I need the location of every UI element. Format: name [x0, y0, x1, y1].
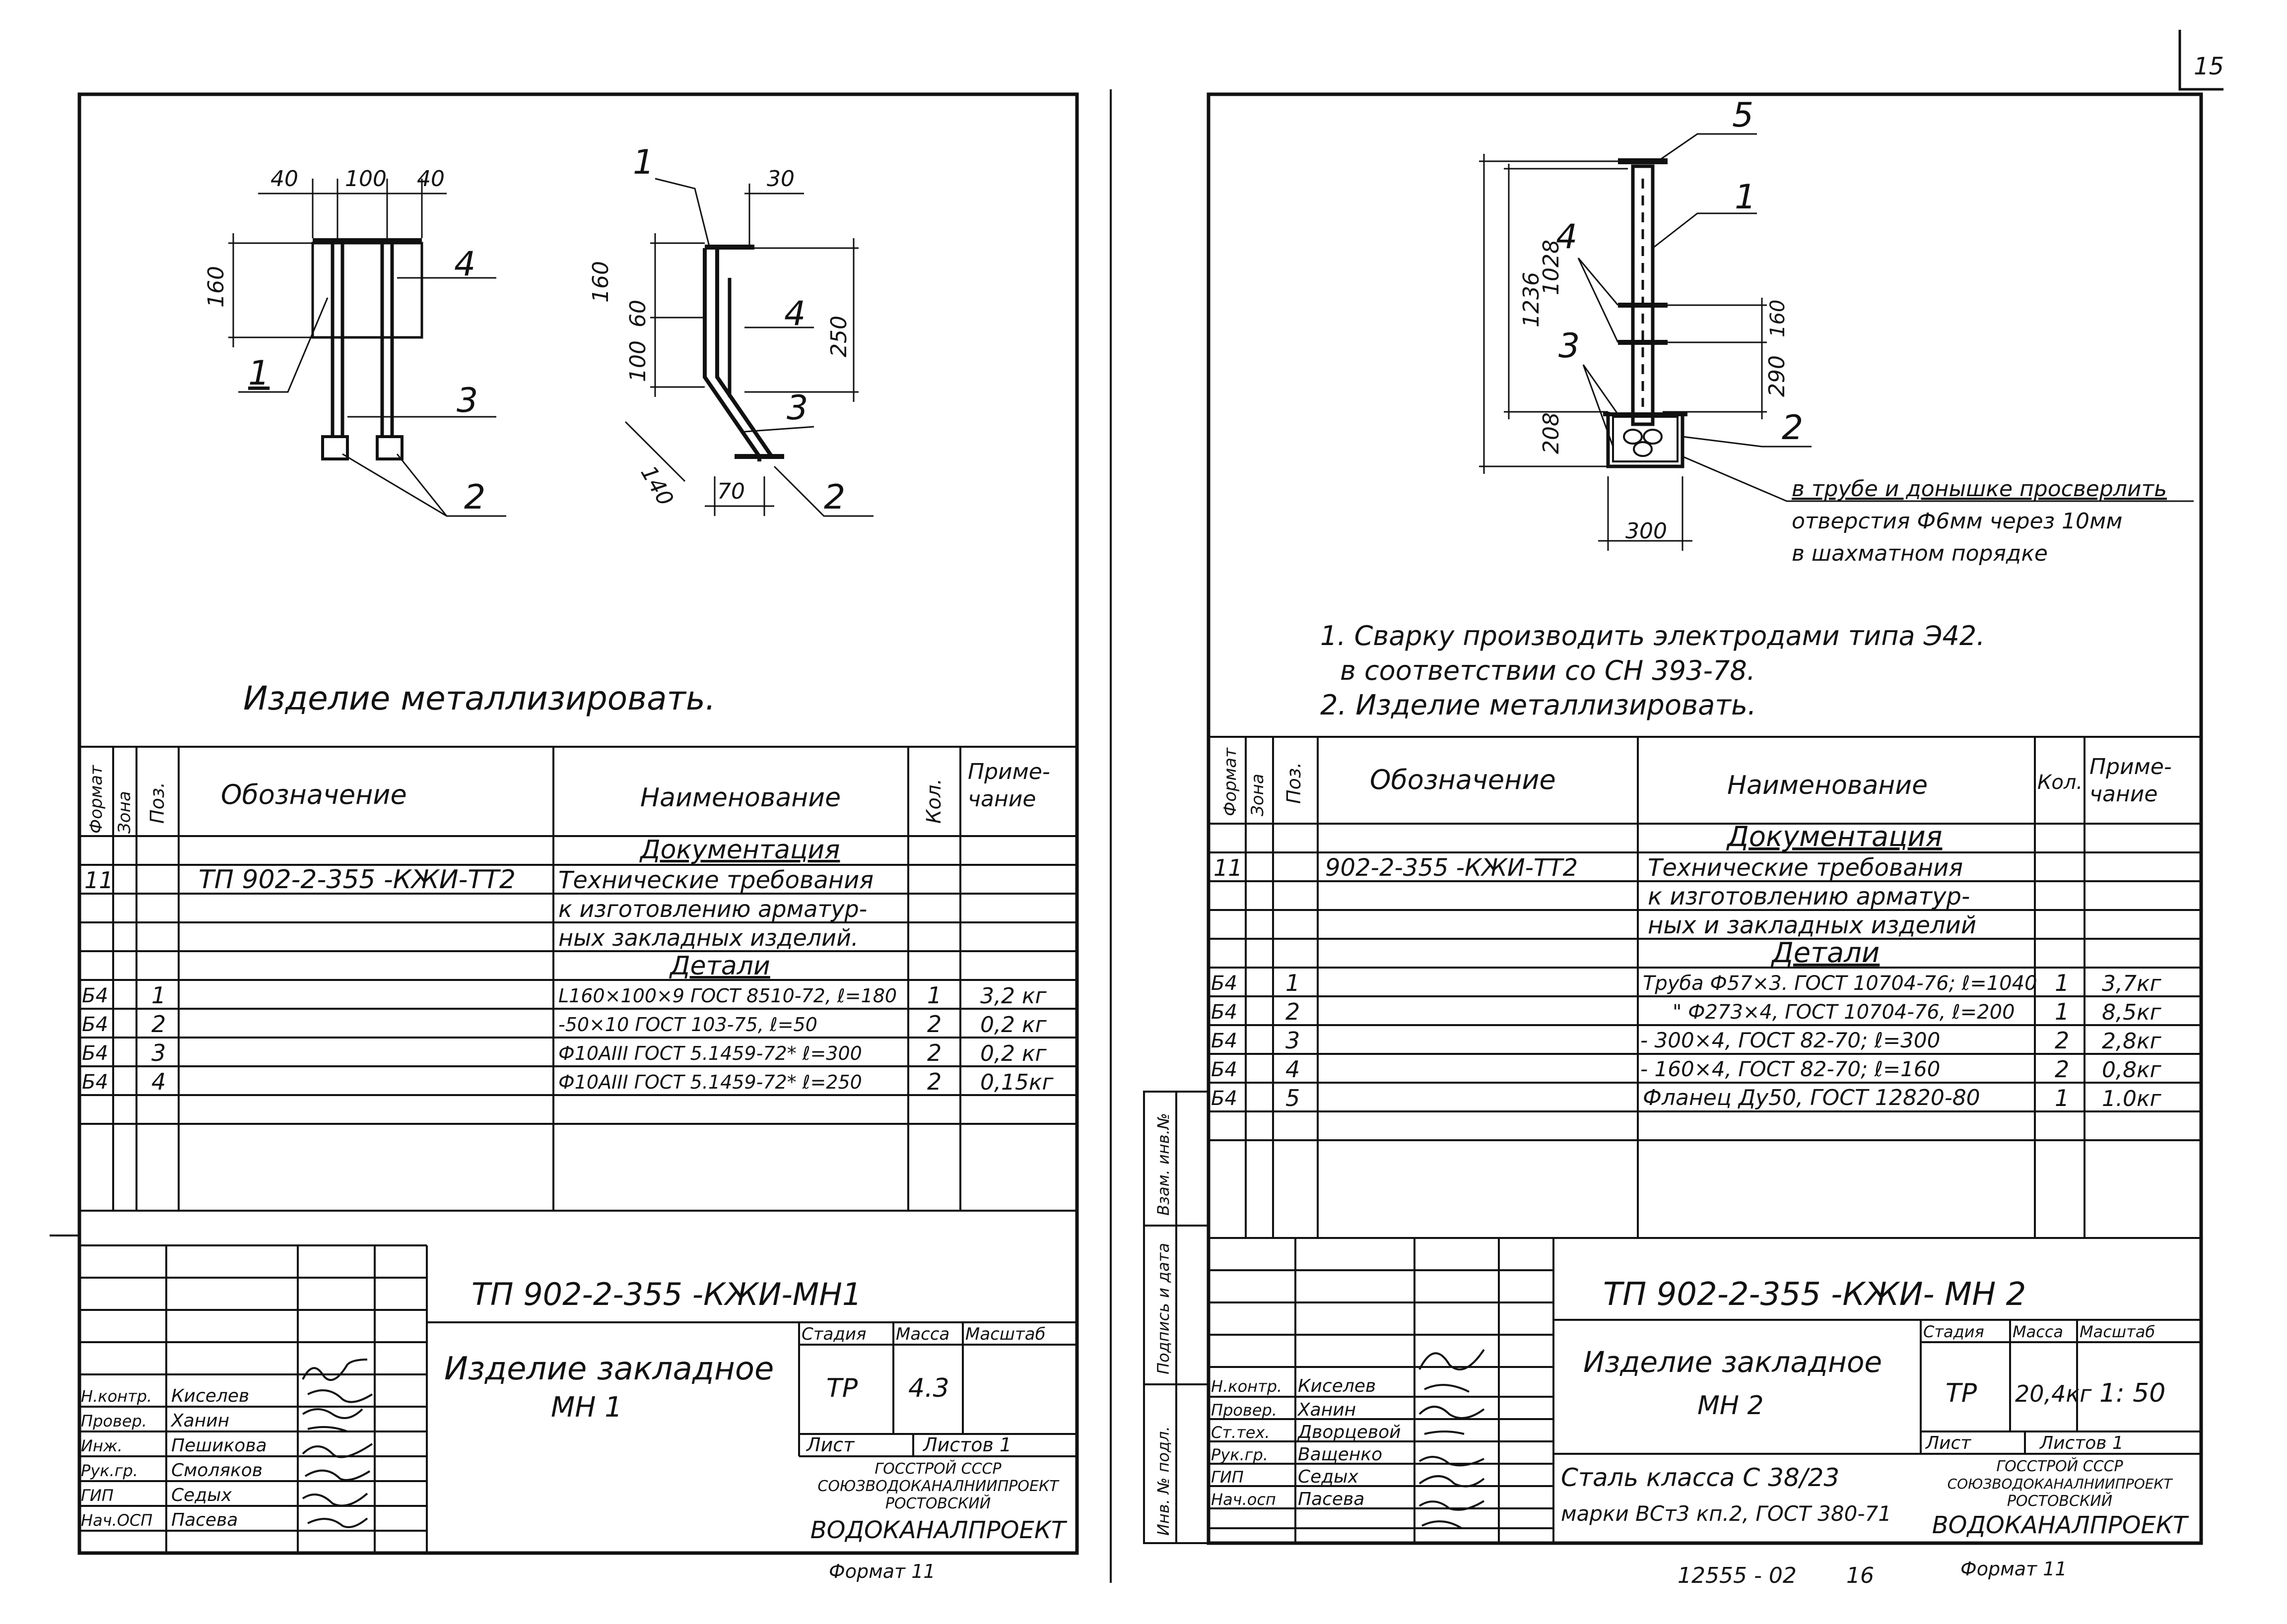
role: Провер. — [1211, 1401, 1277, 1420]
r-callout-1: 1 — [1735, 178, 1756, 217]
r-annotation-3: в шахматном порядке — [1792, 541, 2048, 566]
table-row: 1 — [151, 982, 166, 1009]
dim-290: 290 — [1764, 355, 1790, 397]
table-row: Детали — [670, 951, 770, 981]
dim-300: 300 — [1625, 519, 1667, 544]
r-note-3: 2. Изделие металлизировать. — [1320, 689, 1756, 721]
right-hdr-designation: Обозначение — [1370, 764, 1556, 795]
r-annotation-2: отверстия Ф6мм через 10мм — [1792, 509, 2123, 534]
right-org4: ВОДОКАНАЛПРОЕКТ — [1932, 1511, 2188, 1539]
right-hdr-note1: Приме- — [2089, 754, 2172, 780]
right-scale: 1: 50 — [2099, 1378, 2166, 1408]
table-row: ных и закладных изделий — [1648, 911, 1977, 939]
right-item-name2: МН 2 — [1697, 1391, 1764, 1421]
left-org2: СОЮЗВОДОКАНАЛНИИПРОЕКТ — [817, 1478, 1059, 1495]
table-row: Б4 — [1211, 1058, 1237, 1081]
table-row: Ф10АIII ГОСТ 5.1459-72* ℓ=300 — [558, 1042, 862, 1064]
staff-name: Седых — [1298, 1467, 1358, 1487]
table-row: 8,5кг — [2102, 1000, 2161, 1025]
role: ГИП — [1211, 1468, 1244, 1487]
table-row: 2 — [1285, 998, 1300, 1025]
table-row: Документация — [640, 835, 840, 865]
table-row: Документация — [1727, 821, 1943, 853]
side-callout-3: 3 — [787, 389, 808, 428]
table-row: Б4 — [82, 1042, 108, 1065]
table-row: 3,7кг — [2102, 971, 2161, 996]
table-row: 2 — [927, 1011, 942, 1038]
right-hdr-name: Наименование — [1727, 771, 1928, 800]
table-row: 2 — [927, 1039, 942, 1066]
footer-page: 16 — [1846, 1563, 1874, 1588]
role: Н.контр. — [81, 1387, 152, 1406]
side-dim-70: 70 — [717, 479, 745, 504]
callout-4: 4 — [454, 245, 476, 284]
table-row: 3,2 кг — [980, 983, 1047, 1009]
right-item-name1: Изделие закладное — [1583, 1345, 1883, 1379]
side-label-replace: Взам. инв.№ — [1154, 1112, 1173, 1216]
table-row: 4 — [151, 1068, 166, 1095]
table-row: 1 — [2055, 970, 2070, 996]
dim-40a: 40 — [270, 166, 298, 192]
dim-160: 160 — [203, 266, 229, 308]
r-callout-3: 3 — [1558, 326, 1580, 366]
staff-name: Ханин — [1298, 1400, 1356, 1420]
table-row: - 300×4, ГОСТ 82-70; ℓ=300 — [1640, 1028, 1941, 1052]
right-signatures — [1419, 1350, 1484, 1528]
right-org3: РОСТОВСКИЙ — [2007, 1493, 2113, 1510]
table-row: 2 — [151, 1011, 166, 1038]
left-signatures — [303, 1360, 372, 1527]
table-row: Технические требования — [558, 866, 874, 894]
right-hdr-zone: Зона — [1248, 774, 1268, 816]
table-row: 0,15кг — [980, 1070, 1054, 1095]
table-row: 11 — [84, 867, 114, 894]
table-row: 2 — [927, 1068, 942, 1095]
dim-208: 208 — [1539, 412, 1564, 454]
left-hdr-qty: Кол. — [923, 778, 945, 824]
right-sheets-label: Листов 1 — [2040, 1433, 2124, 1453]
table-row: 902-2-355 -КЖИ-ТТ2 — [1325, 854, 1578, 882]
r-note-2: в соответствии со СН 393-78. — [1340, 655, 1755, 686]
dim-1236: 1236 — [1519, 272, 1544, 327]
right-stage-label: Стадия — [1923, 1322, 1984, 1341]
table-row: -50×10 ГОСТ 103-75, ℓ=50 — [558, 1014, 817, 1036]
left-hdr-format: Формат — [86, 765, 106, 834]
right-hdr-pos: Поз. — [1283, 762, 1305, 804]
side-dim-60: 60 — [625, 300, 651, 327]
role: Провер. — [81, 1412, 147, 1430]
left-org3: РОСТОВСКИЙ — [885, 1495, 991, 1512]
dim-100: 100 — [345, 166, 387, 192]
r-annotation-1: в трубе и донышке просверлить — [1792, 476, 2167, 502]
left-scale-label: Масштаб — [965, 1324, 1046, 1344]
table-row: 11 — [1213, 854, 1243, 881]
role: Нач.осп — [1211, 1490, 1276, 1509]
staff-name: Пасева — [171, 1510, 238, 1530]
left-mass: 4.3 — [908, 1373, 949, 1403]
left-hdr-zone: Зона — [115, 791, 135, 834]
right-hdr-note2: чание — [2089, 781, 2158, 807]
right-sheet-label: Лист — [1926, 1433, 1971, 1453]
table-row: к изготовлению арматур- — [1648, 883, 1970, 910]
dim-1028: 1028 — [1539, 240, 1564, 295]
table-row: L160×100×9 ГОСТ 8510-72, ℓ=180 — [558, 985, 897, 1007]
side-dim-100: 100 — [625, 340, 651, 382]
table-row: к изготовлению арматур- — [558, 896, 868, 922]
left-front-view — [228, 179, 506, 516]
side-dim-160: 160 — [588, 261, 613, 303]
left-hdr-designation: Обозначение — [221, 779, 407, 810]
right-stage: ТР — [1946, 1378, 1977, 1408]
left-item-name1: Изделие закладное — [444, 1351, 774, 1387]
table-row: 1 — [1285, 970, 1300, 996]
staff-name: Дворцевой — [1298, 1422, 1401, 1442]
right-mass-label: Масса — [2013, 1322, 2064, 1341]
left-drawing-code: ТП 902-2-355 -КЖИ-МН1 — [471, 1276, 862, 1312]
table-row: ных закладных изделий. — [558, 924, 859, 951]
left-stage-label: Стадия — [802, 1324, 867, 1344]
right-scale-label: Масштаб — [2080, 1322, 2155, 1341]
left-sheets-label: Листов 1 — [923, 1434, 1012, 1456]
dim-160r: 160 — [1766, 299, 1789, 337]
staff-name: Ханин — [171, 1411, 230, 1431]
right-hdr-format: Формат — [1220, 748, 1240, 816]
right-drawing-code: ТП 902-2-355 -КЖИ- МН 2 — [1603, 1276, 2026, 1313]
right-material2: марки ВСт3 кп.2, ГОСТ 380-71 — [1561, 1501, 1891, 1526]
side-label-signature: Подпись и дата — [1154, 1242, 1173, 1374]
footer-code: 12555 - 02 — [1678, 1563, 1797, 1588]
table-row: 0,2 кг — [980, 1012, 1047, 1038]
staff-name: Смоляков — [171, 1460, 263, 1481]
page-number: 15 — [2194, 53, 2224, 80]
callout-2: 2 — [464, 478, 486, 517]
callout-3: 3 — [457, 381, 478, 420]
left-hdr-note2: чание — [968, 786, 1036, 812]
left-hdr-note1: Приме- — [968, 759, 1050, 784]
left-sheet-label: Лист — [807, 1434, 855, 1456]
left-org4: ВОДОКАНАЛПРОЕКТ — [810, 1516, 1066, 1544]
table-row: 0,2 кг — [980, 1041, 1047, 1066]
role: Рук.гр. — [1211, 1445, 1269, 1464]
table-row: 1 — [2055, 1085, 2070, 1111]
table-row: 2 — [2055, 1056, 2070, 1083]
table-row: Б4 — [1211, 972, 1237, 995]
side-dim-140: 140 — [635, 461, 678, 511]
role: Н.контр. — [1211, 1377, 1282, 1396]
r-callout-4: 4 — [1556, 217, 1578, 257]
table-row: 1 — [927, 982, 942, 1009]
table-row: Фланец Ду50, ГОСТ 12820-80 — [1643, 1085, 1980, 1110]
side-callout-2: 2 — [824, 478, 846, 517]
role: ГИП — [81, 1486, 114, 1505]
table-row: - 160×4, ГОСТ 82-70; ℓ=160 — [1640, 1057, 1941, 1081]
right-mass: 20,4кг — [2015, 1380, 2092, 1407]
r-callout-2: 2 — [1782, 408, 1804, 448]
side-dim-250: 250 — [826, 316, 852, 357]
staff-name: Пасева — [1298, 1489, 1365, 1509]
dim-40b: 40 — [417, 166, 445, 192]
staff-name: Седых — [171, 1485, 232, 1505]
table-row: 5 — [1285, 1085, 1300, 1111]
table-row: Б4 — [82, 1013, 108, 1036]
table-row: 4 — [1285, 1056, 1300, 1083]
role: Инж. — [81, 1436, 123, 1455]
table-row: 2 — [2055, 1027, 2070, 1054]
staff-name: Ващенко — [1298, 1444, 1383, 1465]
right-org2: СОЮЗВОДОКАНАЛНИИПРОЕКТ — [1947, 1476, 2172, 1492]
table-row: Б4 — [82, 984, 108, 1007]
table-row: Б4 — [1211, 1087, 1237, 1110]
role: Ст.тех. — [1211, 1423, 1270, 1442]
table-row: " Ф273×4, ГОСТ 10704-76, ℓ=200 — [1673, 1001, 2015, 1024]
table-row: 3 — [151, 1039, 166, 1066]
table-row: Б4 — [1211, 1001, 1237, 1024]
right-hdr-qty: Кол. — [2037, 771, 2083, 794]
left-stage: ТР — [826, 1373, 858, 1403]
table-row: 0,8кг — [2102, 1057, 2161, 1083]
table-row: Технические требования — [1648, 854, 1963, 882]
table-row: 3 — [1285, 1027, 1300, 1054]
staff-name: Киселев — [1298, 1376, 1376, 1396]
left-org1: ГОССТРОЙ СССР — [874, 1460, 1002, 1478]
left-hdr-name: Наименование — [640, 783, 841, 813]
table-row: 1 — [2055, 998, 2070, 1025]
role: Рук.гр. — [81, 1461, 138, 1480]
side-callout-4: 4 — [784, 294, 806, 333]
left-hdr-pos: Поз. — [146, 781, 168, 824]
left-mass-label: Масса — [896, 1324, 950, 1344]
right-format: Формат 11 — [1960, 1558, 2067, 1580]
side-callout-1: 1 — [633, 143, 655, 182]
table-row: Ф10АIII ГОСТ 5.1459-72* ℓ=250 — [558, 1071, 862, 1093]
table-row: Детали — [1772, 937, 1880, 969]
staff-name: Пешикова — [171, 1435, 267, 1456]
table-row: 2,8кг — [2102, 1029, 2161, 1054]
table-row: Труба Ф57×3. ГОСТ 10704-76; ℓ=1040 — [1643, 972, 2037, 995]
side-label-inventory: Инв. № подл. — [1154, 1426, 1173, 1536]
left-format: Формат 11 — [829, 1560, 936, 1582]
callout-1: 1 — [248, 354, 270, 393]
r-callout-5: 5 — [1732, 96, 1754, 135]
staff-name: Киселев — [171, 1386, 250, 1406]
r-note-1: 1. Сварку производить электродами типа Э42. — [1320, 620, 1985, 651]
table-row: 1.0кг — [2102, 1086, 2161, 1111]
table-row: Б4 — [82, 1071, 108, 1094]
right-table-rows — [1211, 821, 2162, 1111]
table-row: ТП 902-2-355 -КЖИ-ТТ2 — [199, 865, 516, 895]
table-row: Б4 — [1211, 1030, 1237, 1052]
left-item-name2: МН 1 — [551, 1391, 622, 1424]
side-dim-30: 30 — [767, 166, 795, 192]
right-material1: Сталь класса С 38/23 — [1561, 1463, 1840, 1492]
right-org1: ГОССТРОЙ СССР — [1996, 1458, 2123, 1475]
role: Нач.ОСП — [81, 1511, 153, 1530]
left-note: Изделие металлизировать. — [243, 679, 716, 717]
